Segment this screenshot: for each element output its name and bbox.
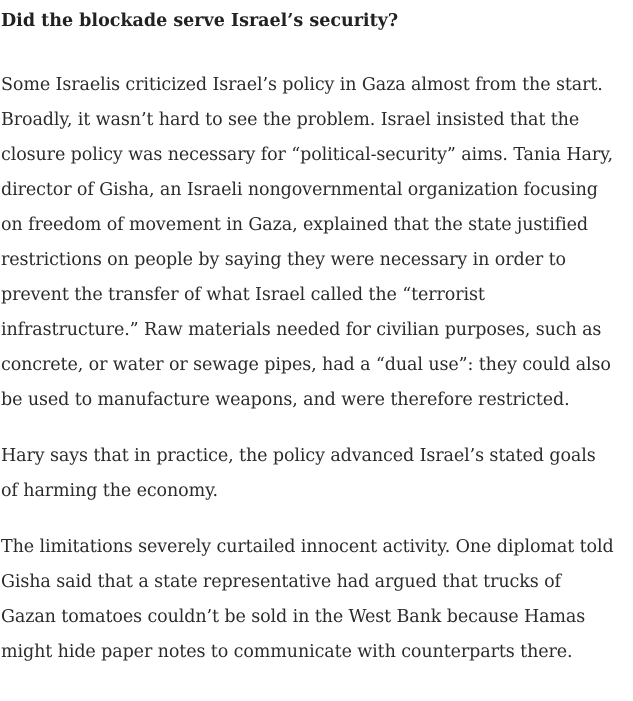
paragraph-2: Hary says that in practice, the policy advanced Israel’s stated goals of harming the economy.	[1, 446, 596, 501]
section-heading: Did the blockade serve Israel’s security?	[1, 11, 399, 31]
paragraph-1: Some Israelis criticized Israel’s policy in Gaza almost from the start. Broadly, it wasn’t hard to see the problem. Israel insisted that the closure policy was necessary for “political-security” aims. Tania Hary, director of Gisha, an Israeli nongovernmental organization focusing on freedom of movement in Gaza, explained that the state justified restrictions on people by saying they were necessary in order to prevent the transfer of what Israel called the “terrorist infrastructure.” Raw materials needed for civilian purposes, such as concrete, or water or sewage pipes, had a “dual use”: they could also be used to manufacture weapons, and were therefore restricted.	[1, 75, 614, 410]
paragraph-3: The limitations severely curtailed innocent activity. One diplomat told Gisha said that a state representative had argued that trucks of Gazan tomatoes couldn’t be sold in the West Bank because Hamas might hide paper notes to communicate with counterparts there.	[1, 537, 614, 662]
